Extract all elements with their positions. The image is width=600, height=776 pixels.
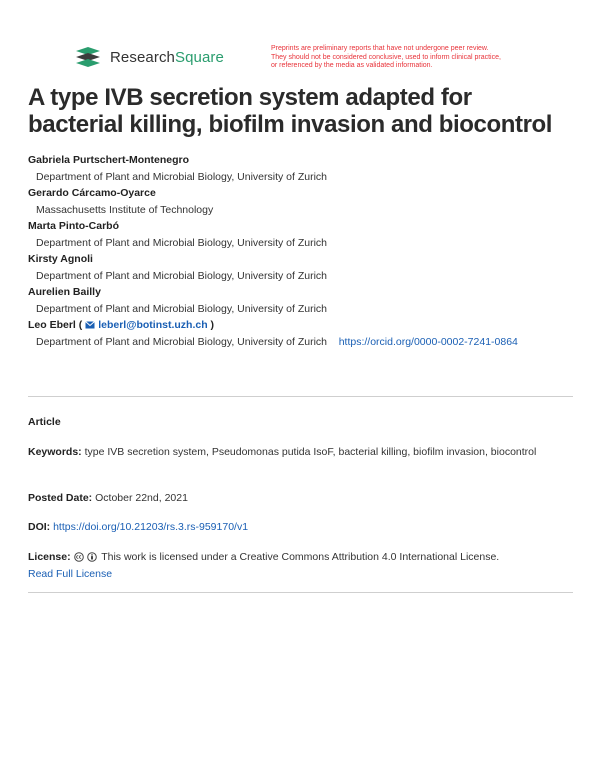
preprint-disclaimer	[271, 45, 541, 71]
posted-date	[28, 490, 573, 507]
doi-link[interactable]: https://doi.org/10.21203/rs.3.rs-959170/v1	[53, 521, 249, 533]
author-name: Gerardo Cárcamo-Oyarce	[28, 187, 156, 199]
posted-date-value: October 22nd, 2021	[95, 492, 188, 504]
author-entry	[28, 252, 573, 285]
posted-date-label: Posted Date:	[28, 492, 93, 504]
open-paren: (	[78, 319, 83, 331]
read-full-license-link[interactable]: Read Full License	[28, 568, 113, 580]
author-affiliation: Massachusetts Institute of Technology	[36, 204, 214, 216]
license	[28, 549, 573, 583]
author-affiliation: Department of Plant and Microbial Biology, University of Zurich	[36, 336, 328, 348]
license-label: License:	[28, 551, 71, 563]
disclaimer-line: or referenced by the media as validated information.	[271, 62, 433, 69]
close-paren: )	[210, 319, 215, 331]
disclaimer-line: Preprints are preliminary reports that have not undergone peer review.	[271, 45, 489, 52]
disclaimer-line: They should not be considered conclusive, used to inform clinical practice,	[271, 53, 501, 61]
author-email-link[interactable]	[85, 319, 210, 331]
author-affiliation: Department of Plant and Microbial Biology, University of Zurich	[36, 303, 328, 315]
author-name: Aurelien Bailly	[28, 286, 101, 298]
author-entry	[28, 219, 573, 252]
author-affiliation: Department of Plant and Microbial Biology, University of Zurich	[36, 171, 328, 183]
author-name: Marta Pinto-Carbó	[28, 220, 120, 232]
keywords-label: Keywords:	[28, 446, 82, 458]
author-name: Gabriela Purtschert-Montenegro	[28, 154, 190, 166]
author-affiliation: Department of Plant and Microbial Biology, University of Zurich	[36, 237, 328, 249]
doi-label: DOI:	[28, 521, 51, 533]
keywords-value: type IVB secretion system, Pseudomonas putida IsoF, bacterial killing, biofilm invasion, biocontrol	[84, 446, 537, 458]
section-divider	[28, 396, 573, 397]
author-entry	[28, 186, 573, 219]
attribution-icon	[87, 552, 97, 562]
author-name: Leo Eberl	[28, 319, 76, 331]
research-square-logo[interactable]	[74, 46, 224, 68]
keywords	[28, 444, 573, 461]
author-entry	[28, 318, 573, 351]
author-email: leberl@botinst.uzh.ch	[98, 319, 208, 331]
author-affiliation: Department of Plant and Microbial Biology, University of Zurich	[36, 270, 328, 282]
paper-title: A type IVB secretion system adapted for bacterial killing, biofilm invasion and biocontrol	[28, 84, 553, 138]
research-square-logo-icon	[74, 46, 102, 68]
logo-text: ResearchSquare	[110, 48, 224, 66]
cc-icon	[74, 552, 84, 562]
author-entry	[28, 285, 573, 318]
header	[0, 0, 600, 80]
author-list	[28, 153, 573, 351]
doi	[28, 519, 573, 536]
author-entry	[28, 153, 573, 186]
orcid-link[interactable]: https://orcid.org/0000-0002-7241-0864	[338, 336, 518, 348]
license-text: This work is licensed under a Creative Commons Attribution 4.0 International License.	[101, 551, 500, 563]
section-divider	[28, 592, 573, 593]
article-type: Article	[28, 416, 61, 428]
envelope-icon	[85, 321, 95, 329]
author-name: Kirsty Agnoli	[28, 253, 93, 265]
author-affiliation-with-orcid	[28, 333, 573, 351]
corresponding-author-line	[28, 318, 573, 333]
